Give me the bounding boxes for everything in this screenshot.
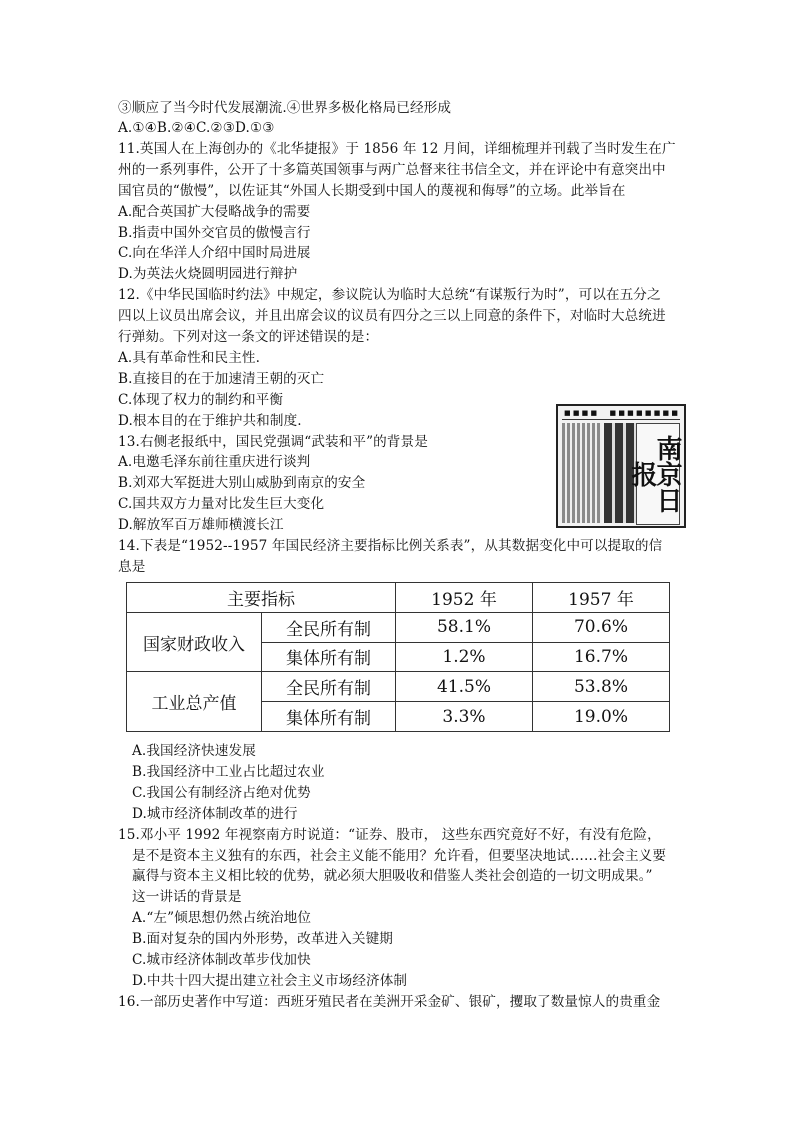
q15-option-d: D.中共十四大提出建立社会主义市场经济体制 [132,973,408,989]
q15-option-b: B.面对复杂的国内外形势，改革进入关键期 [132,931,393,947]
table-cell: 41.5% [396,672,533,702]
q12-stem-line-1: 12.《中华民国临时约法》中规定，参议院认为临时大总统“有谋叛行为时”，可以在五分之 [118,287,661,303]
q11-option-c: C.向在华洋人介绍中国时局进展 [118,245,311,261]
table-header-indicator: 主要指标 [127,583,396,613]
table-row-label: 全民所有制 [262,612,396,642]
newspaper-dateline: ■ ■ ■ ■ ■ ■ ■ ■ ■ ■ ■ ■ [562,409,680,420]
table-header-1952: 1952 年 [396,583,533,613]
table-row-label: 集体所有制 [262,702,396,732]
q16-stem-line-1: 16.一部历史著作中写道：西班牙殖民者在美洲开采金矿、银矿，攫取了数量惊人的贵重金 [118,994,661,1010]
table-cell: 58.1% [396,612,533,642]
q14-option-d: D.城市经济体制改革的进行 [132,806,298,822]
economy-ratio-table [126,582,670,732]
q10-option-line: ③顺应了当今时代发展潮流.④世界多极化格局已经形成 [118,100,452,116]
table-row-label: 全民所有制 [262,672,396,702]
table-row [127,612,670,642]
q14-option-a: A.我国经济快速发展 [132,743,256,759]
q15-stem-line-4: 这一讲话的背景是 [132,889,242,905]
q13-stem: 13.右侧老报纸中，国民党强调“武装和平”的背景是 [118,434,428,450]
q15-stem-line-1: 15.邓小平 1992 年视察南方时说道：“证券、股市， 这些东西究竟好不好，有没有危险， [118,827,661,843]
table-row-label: 集体所有制 [262,642,396,672]
q12-option-b: B.直接目的在于加速清王朝的灭亡 [118,371,325,387]
q13-option-c: C.国共双方力量对比发生巨大变化 [118,496,325,512]
newspaper-masthead: 南京日报 [636,423,680,525]
table-cell: 16.7% [533,642,670,672]
q12-option-a: A.具有革命性和民主性. [118,350,261,366]
q14-stem-line-1: 14.下表是“1952--1957 年国民经济主要指标比例关系表”，从其数据变化中可以提取的信 [118,538,663,554]
table-header-row [127,583,670,613]
q10-answer-choices: A.①④B.②④C.②③D.①③ [118,120,275,136]
q13-option-b: B.刘邓大军挺进大别山威胁到南京的安全 [118,475,366,491]
table-cell: 19.0% [533,702,670,732]
q11-stem-line-3: 国官员的“傲慢”，以佐证其“外国人长期受到中国人的蔑视和侮辱”的立场。此举旨在 [118,183,626,199]
q13-option-d: D.解放军百万雄师横渡长江 [118,517,284,533]
q14-stem-line-2: 息是 [118,559,146,575]
newspaper-columns [562,423,602,523]
table-row [127,672,670,702]
old-newspaper-image [556,404,686,528]
q12-option-c: C.体现了权力的制约和平衡 [118,392,284,408]
q13-option-a: A.电邀毛泽东前往重庆进行谈判 [118,454,311,470]
q15-stem-line-3: 赢得与资本主义相比较的优势，就必须大胆吸收和借鉴人类社会创造的一切文明成果。” [132,868,653,884]
q11-option-b: B.指责中国外交官员的傲慢言行 [118,225,311,241]
q15-option-c: C.城市经济体制改革步伐加快 [132,952,311,968]
q15-stem-line-2: 是不是资本主义独有的东西，社会主义能不能用？允许看，但要坚决地试……社会主义要 [132,848,667,864]
table-group-industrial-output: 工业总产值 [127,672,262,732]
q11-stem-line-1: 11.英国人在上海创办的《北华捷报》于 1856 年 12 月间，详细梳理并刊载了当时发生在广 [118,141,676,157]
table-group-fiscal-revenue: 国家财政收入 [127,612,262,672]
table-cell: 53.8% [533,672,670,702]
table-cell: 70.6% [533,612,670,642]
q11-stem-line-2: 州的一系列事件，公开了十多篇英国领事与两广总督来往书信全文，并在评论中有意突出中 [118,162,666,178]
table-cell: 1.2% [396,642,533,672]
q11-option-d: D.为英法火烧圆明园进行辩护 [118,266,298,282]
table-cell: 3.3% [396,702,533,732]
q12-stem-line-3: 行弹劾。下列对这一条文的评述错误的是： [118,329,379,345]
q12-option-d: D.根本目的在于维护共和制度. [118,413,302,429]
q11-option-a: A.配合英国扩大侵略战争的需要 [118,204,311,220]
q14-option-c: C.我国公有制经济占绝对优势 [132,785,311,801]
q12-stem-line-2: 四以上议员出席会议，并且出席会议的议员有四分之三以上同意的条件下，对临时大总统进 [118,308,666,324]
q15-option-a: A.“左”倾思想仍然占统治地位 [132,910,312,926]
table-header-1957: 1957 年 [533,583,670,613]
q14-option-b: B.我国经济中工业占比超过农业 [132,764,325,780]
